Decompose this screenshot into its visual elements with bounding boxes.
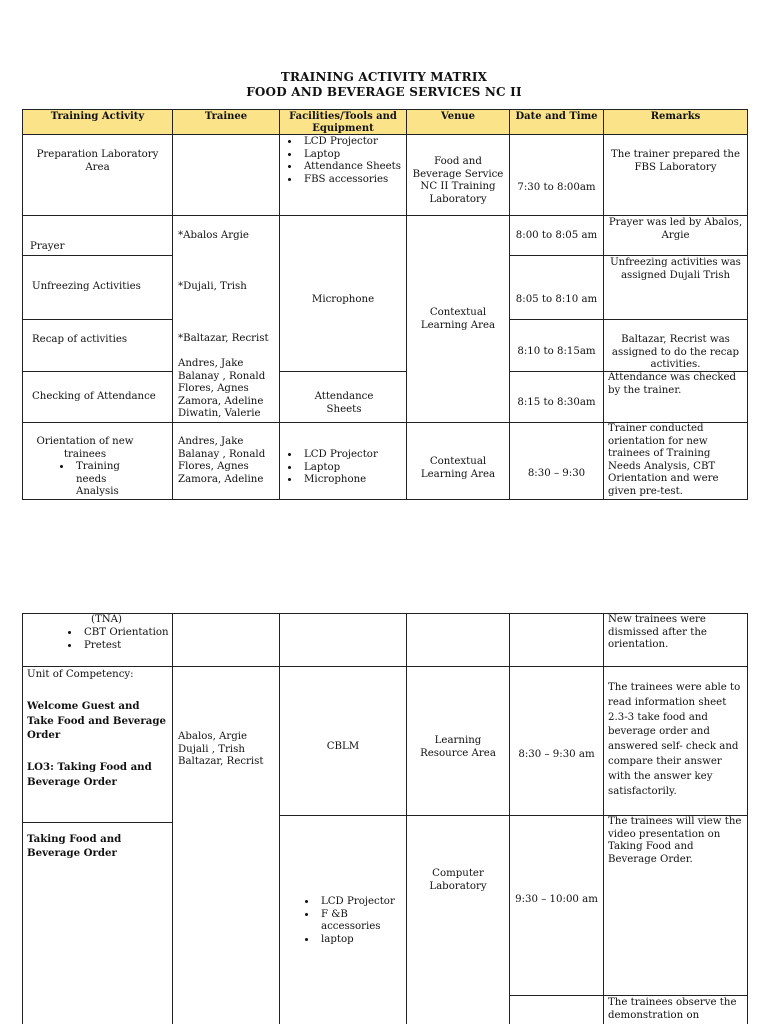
header-remarks: Remarks	[604, 110, 747, 134]
datetime-taking-order: 9:30 – 10:00 am	[515, 894, 598, 905]
activity-orientation	[29, 435, 171, 500]
facilities-cblm: CBLM	[326, 741, 360, 752]
datetime-unfreezing: 8:05 to 8:10 am	[515, 294, 598, 305]
header-training-activity: Training Activity	[23, 110, 172, 134]
remarks-prayer: Prayer was led by Abalos, Argie	[608, 217, 743, 241]
remarks-unfreezing: Unfreezing activities was assigned Dujali Trish	[610, 257, 741, 281]
remarks-video: The trainees will view the video presentation on Taking Food and Beverage Order.	[608, 816, 742, 865]
facilities-microphone: Microphone	[311, 294, 375, 305]
taking-order-title: Taking Food and Beverage Order	[27, 833, 122, 859]
facility-item: • F &B accessories	[317, 909, 402, 934]
activity-recap: Recap of activities	[32, 334, 128, 345]
activity-attendance: Checking of Attendance	[32, 391, 156, 402]
facility-item: • laptop	[317, 934, 402, 947]
facility-item: • Microphone	[300, 474, 402, 487]
datetime-preparation: 7:30 to 8:00am	[517, 182, 596, 193]
uoc-title: Welcome Guest and Take Food and Beverage Order	[27, 700, 166, 742]
uoc-label: Unit of Competency:	[27, 669, 134, 680]
doc-title: TRAINING ACTIVITY MATRIX	[280, 70, 488, 84]
venue-contextual-shared: Contextual Learning Area	[420, 307, 496, 331]
trainee-recap: *Baltazar, Recrist	[178, 333, 269, 344]
facilities-preparation	[283, 135, 405, 187]
orientation-bullet: • CBT Orientation	[80, 627, 169, 640]
remarks-recap: Baltazar, Recrist was assigned to do the recap activities.	[611, 334, 740, 371]
activity-unfreezing: Unfreezing Activities	[32, 281, 141, 292]
trainee-orientation: Andres, Jake Balanay , Ronald Flores, Agnes Zamora, Adeline	[178, 436, 266, 485]
facility-item: • Attendance Sheets	[300, 161, 402, 174]
remarks-dismissed: New trainees were dismissed after the orientation.	[608, 614, 707, 651]
remarks-uoc: The trainees were able to read information sheet 2.3-3 take food and beverage order and answered self- check and compare their answer with the answer key satisfactorily.	[608, 682, 741, 797]
facility-item: • LCD Projector	[300, 136, 402, 149]
venue-orientation: Contextual Learning Area	[420, 456, 496, 480]
facility-item: • LCD Projector	[317, 896, 402, 909]
trainee-unfreezing: *Dujali, Trish	[178, 281, 247, 292]
lo3-title	[24, 759, 171, 791]
orientation-bullet: • Training needs Analysis	[72, 461, 148, 499]
trainee-prayer: *Abalos Argie	[178, 230, 249, 241]
datetime-attendance: 8:15 to 8:30am	[517, 397, 596, 408]
facilities-orientation	[283, 448, 405, 488]
facilities-taking-order	[300, 895, 405, 947]
tna-continuation: (TNA)	[91, 614, 123, 625]
datetime-orientation: 8:30 – 9:30	[527, 468, 586, 479]
facility-item: • Laptop	[300, 149, 402, 162]
remarks-demonstration: The trainees observe the demonstration on	[608, 997, 737, 1021]
lo3-text: LO3: Taking Food and Beverage Order	[27, 761, 152, 788]
facilities-attendance: Attendance Sheets	[314, 391, 374, 415]
remarks-orientation: Trainer conducted orientation for new trainees of Training Needs Analysis, CBT Orientation and were given pre-test.	[608, 423, 719, 497]
trainee-uoc: Abalos, Argie Dujali , Trish Baltazar, Recrist	[178, 731, 264, 768]
venue-computer-lab: Computer Laboratory	[429, 868, 487, 892]
venue-preparation: Food and Beverage Service NC II Training Laboratory	[412, 156, 504, 205]
datetime-prayer: 8:00 to 8:05 am	[515, 230, 598, 241]
datetime-recap: 8:10 to 8:15am	[517, 346, 596, 357]
doc-subtitle: FOOD AND BEVERAGE SERVICES NC II	[246, 85, 522, 99]
orientation-bullet: • Pretest	[80, 640, 169, 653]
trainee-attendance: Andres, Jake Balanay , Ronald Flores, Agnes Zamora, Adeline Diwatin, Valerie	[178, 358, 266, 420]
header-trainee: Trainee	[173, 110, 279, 134]
activity-prayer: Prayer	[30, 241, 65, 252]
venue-learning-resource: Learning Resource Area	[420, 735, 496, 759]
facility-item: • LCD Projector	[300, 449, 402, 462]
remarks-preparation: The trainer prepared the FBS Laboratory	[611, 149, 740, 173]
facility-item: • Laptop	[300, 462, 402, 475]
header-date-time: Date and Time	[510, 110, 603, 134]
header-facilities: Facilities/Tools and Equipment	[280, 110, 406, 134]
orientation-title: Orientation of new trainees	[36, 436, 134, 460]
activity-preparation: Preparation Laboratory Area	[36, 149, 159, 173]
remarks-attendance: Attendance was checked by the trainer.	[608, 372, 737, 396]
orientation-continued-bullets	[65, 626, 172, 653]
header-venue: Venue	[407, 110, 509, 134]
facility-item: • FBS accessories	[300, 174, 402, 187]
datetime-uoc: 8:30 – 9:30 am	[518, 749, 595, 760]
